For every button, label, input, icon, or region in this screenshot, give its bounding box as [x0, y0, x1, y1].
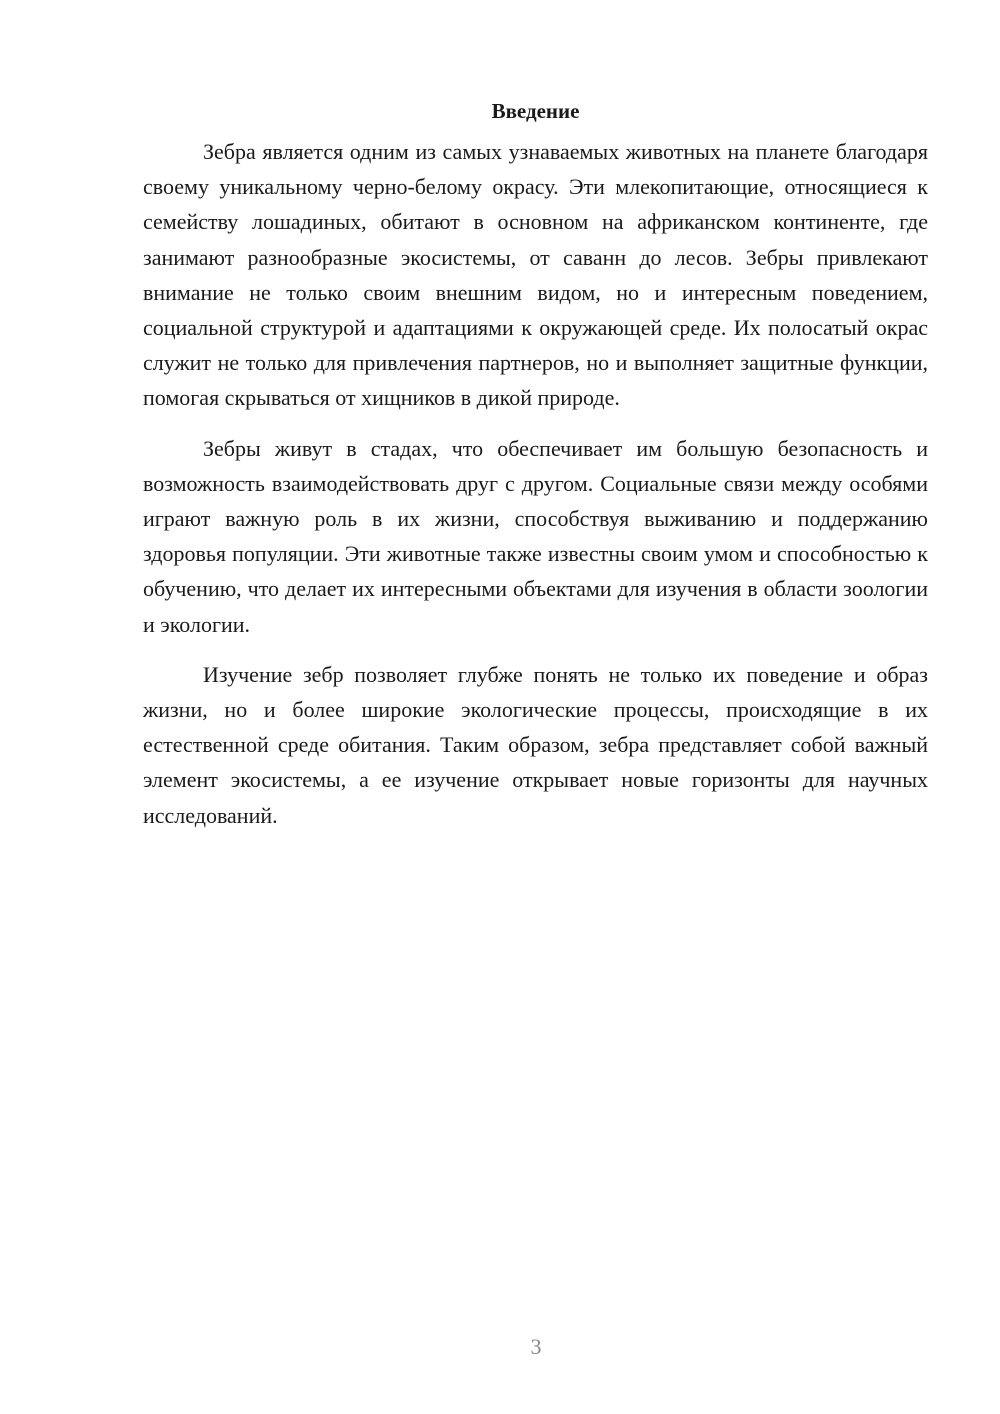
paragraph-3: Изучение зебр позволяет глубже понять не только их поведение и образ жизни, но и более широкие экологические процессы, происходящие в их естественной среде обитания. Таким образом, зебра представляет собой важный элемент экосистемы, а ее изучение открывает новые горизонты для научных исследований.	[143, 661, 928, 828]
page-number: 3	[530, 1334, 542, 1359]
paragraph-1: Зебра является одним из самых узнаваемых животных на планете благодаря своему уникальному черно-белому окрасу. Эти млекопитающие, относящиеся к семейству лошадиных, обитают в основном на африканском континенте, где занимают разнообразные экосистемы, от саванн до лесов. Зебры привлекают внимание не только своим внешним видом, но и интересным поведением, социальной структурой и адаптациями к окружающей среде. Их полосатый окрас служит не только для привлечения партнеров, но и выполняет защитные функции, помогая скрываться от хищников в дикой природе.	[143, 139, 928, 411]
paragraph-2: Зебры живут в стадах, что обеспечивает им большую безопасность и возможность взаимодействовать друг с другом. Социальные связи между особями играют важную роль в их жизни, способствуя выживанию и поддержанию здоровья популяции. Эти животные также известны своим умом и способностью к обучению, что делает их интересными объектами для изучения в области зоологии и экологии.	[143, 435, 928, 637]
page-content	[143, 96, 928, 848]
section-title: Введение	[491, 99, 580, 123]
